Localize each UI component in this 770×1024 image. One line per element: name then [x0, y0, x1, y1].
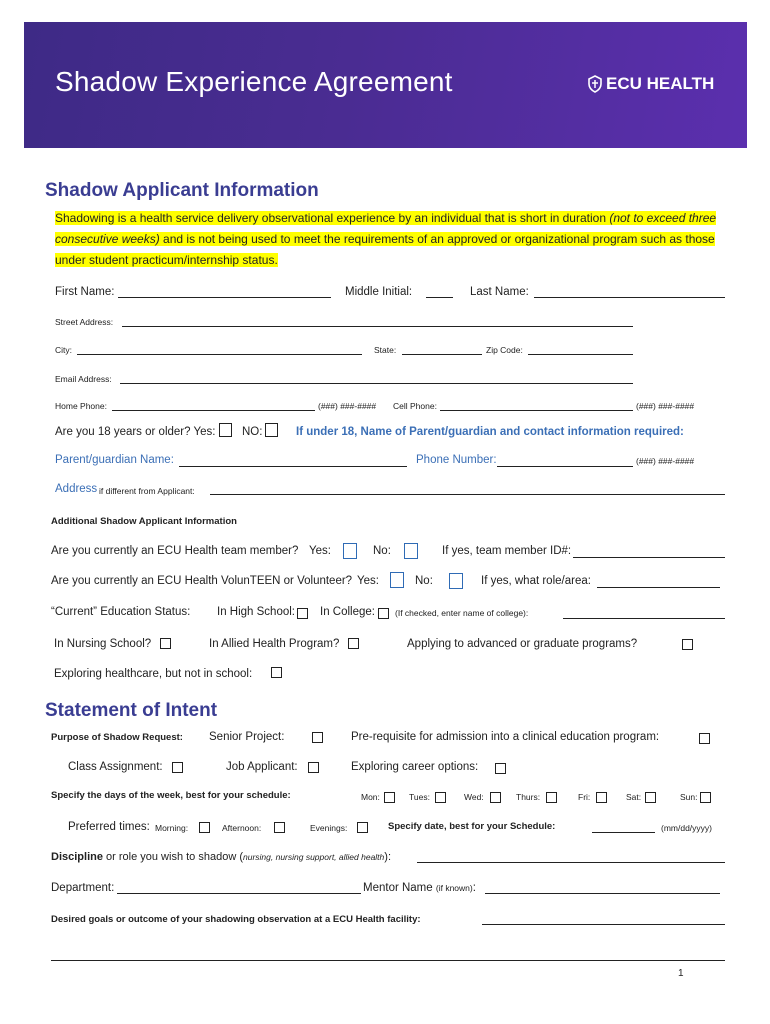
morning-checkbox[interactable] [199, 822, 210, 833]
team-member-no-label: No: [373, 545, 391, 557]
college-label: In College: [320, 606, 375, 618]
last-name-field[interactable] [534, 297, 725, 298]
specify-date-label: Specify date, best for your Schedule: [388, 821, 556, 832]
age-question: Are you 18 years or older? Yes: [55, 426, 216, 438]
address-field[interactable] [210, 494, 725, 495]
allied-checkbox[interactable] [348, 638, 359, 649]
volunteer-no-checkbox[interactable] [449, 573, 463, 589]
advanced-checkbox[interactable] [682, 639, 693, 650]
middle-initial-label: Middle Initial: [345, 286, 413, 298]
purpose-label: Purpose of Shadow Request [51, 732, 180, 743]
intro-paragraph [55, 208, 725, 271]
evenings-checkbox[interactable] [357, 822, 368, 833]
cell-phone-label: Cell Phone: [393, 401, 437, 411]
home-phone-label: Home Phone: [55, 401, 107, 411]
age-no-label: NO: [242, 426, 263, 438]
team-member-id-field[interactable] [573, 557, 725, 558]
goals-field-line2[interactable] [51, 960, 725, 961]
purpose-row: Purpose of Shadow Request: [51, 732, 183, 743]
allied-label: In Allied Health Program? [209, 638, 340, 650]
age-yes-checkbox[interactable] [219, 423, 232, 437]
team-member-yes-checkbox[interactable] [343, 543, 357, 559]
days-label: Specify the days of the week, best for your schedule: [51, 790, 291, 801]
department-field[interactable] [117, 893, 361, 894]
day-sun-label: Sun: [680, 792, 698, 802]
job-applicant-checkbox[interactable] [308, 762, 319, 773]
date-format-hint: (mm/dd/yyyy) [661, 823, 712, 833]
volunteer-yes-checkbox[interactable] [390, 572, 404, 588]
day-sat-label: Sat: [626, 792, 642, 802]
discipline-end: ): [384, 851, 392, 863]
page-title: Shadow Experience Agreement [55, 66, 453, 97]
volunteer-role-field[interactable] [597, 587, 720, 588]
department-label: Department: [51, 882, 115, 894]
section-heading-intent: Statement of Intent [45, 700, 218, 721]
job-applicant-label: Job Applicant: [226, 761, 298, 773]
cell-phone-field[interactable] [440, 410, 633, 411]
college-checkbox[interactable] [378, 608, 389, 619]
home-phone-format: (###) ###-#### [318, 401, 377, 411]
college-note: (If checked, enter name of college): [395, 608, 529, 618]
email-label: Email Address: [55, 374, 112, 384]
parent-name-field[interactable] [179, 466, 407, 467]
address-note: if different from Applicant: [99, 486, 195, 496]
under-18-notice: If under 18, Name of Parent/guardian and contact information required: [296, 426, 684, 438]
volunteer-role-label: If yes, what role/area: [481, 575, 591, 587]
exploring-checkbox[interactable] [271, 667, 282, 678]
exploring-label: Exploring healthcare, but not in school: [54, 668, 253, 680]
mentor-field[interactable] [485, 893, 720, 894]
senior-project-label: Senior Project: [209, 731, 285, 743]
mentor-label: Mentor Name [363, 882, 433, 894]
career-label: Exploring career options: [351, 761, 479, 773]
day-thurs-checkbox[interactable] [546, 792, 557, 803]
section-heading-applicant: Shadow Applicant Information [45, 180, 319, 201]
zip-label: Zip Code: [486, 345, 523, 355]
goals-label: Desired goals or outcome of your shadowing observation at a ECU Health facility: [51, 914, 421, 925]
ecu-health-logo [587, 74, 714, 94]
college-name-field[interactable] [563, 618, 725, 619]
team-member-yes-label: Yes: [309, 545, 331, 557]
specify-date-field[interactable] [592, 832, 655, 833]
day-fri-checkbox[interactable] [596, 792, 607, 803]
logo-text: ECU HEALTH [606, 74, 715, 93]
team-member-id-label: If yes, team member ID#: [442, 545, 572, 557]
intro-text-b: (not to exceed three consecutive weeks) [55, 211, 717, 246]
middle-initial-field[interactable] [426, 297, 453, 298]
mentor-row: Mentor Name (if known): [363, 882, 476, 894]
team-member-no-checkbox[interactable] [404, 543, 418, 559]
class-assignment-label: Class Assignment: [68, 761, 163, 773]
discipline-field[interactable] [417, 862, 725, 863]
morning-label: Morning: [155, 823, 189, 833]
state-label: State: [374, 345, 397, 355]
city-label: City: [55, 345, 72, 355]
zip-field[interactable] [528, 354, 633, 355]
evenings-label: Evenings: [310, 823, 348, 833]
day-wed-checkbox[interactable] [490, 792, 501, 803]
education-label: “Current” Education Status: [51, 606, 191, 618]
additional-heading: Additional Shadow Applicant Information [51, 516, 237, 527]
first-name-field[interactable] [118, 297, 331, 298]
volunteer-no-label: No: [415, 575, 433, 587]
preferred-times-label: Preferred times: [68, 821, 150, 833]
home-phone-field[interactable] [112, 410, 315, 411]
career-checkbox[interactable] [495, 763, 506, 774]
volunteer-question: Are you currently an ECU Health VolunTEEN or Volunteer? [51, 575, 353, 587]
prereq-label: Pre-requisite for admission into a clinical education program: [351, 731, 660, 743]
day-tues-checkbox[interactable] [435, 792, 446, 803]
day-wed-label: Wed: [464, 792, 484, 802]
nursing-checkbox[interactable] [160, 638, 171, 649]
header-banner [24, 22, 747, 148]
team-member-question: Are you currently an ECU Health team member? [51, 545, 299, 557]
class-assignment-checkbox[interactable] [172, 762, 183, 773]
parent-phone-field[interactable] [497, 466, 633, 467]
street-label: Street Address: [55, 317, 114, 327]
volunteer-yes-label: Yes: [357, 575, 379, 587]
day-thurs-label: Thurs: [516, 792, 541, 802]
day-mon-label: Mon: [361, 792, 380, 802]
prereq-checkbox[interactable] [699, 733, 710, 744]
intro-text-c: and is not being used to meet the requirements of an approved or organizational program such as those under student practicum/internship status. [55, 232, 715, 267]
advanced-label: Applying to advanced or graduate programs? [407, 638, 638, 650]
first-name-label: First Name: [55, 286, 115, 298]
discipline-row [51, 851, 391, 863]
day-sat-checkbox[interactable] [645, 792, 656, 803]
address-label: Address [55, 483, 98, 495]
day-tues-label: Tues: [409, 792, 430, 802]
email-field[interactable] [120, 383, 633, 384]
high-school-checkbox[interactable] [297, 608, 308, 619]
shield-icon [587, 75, 603, 93]
high-school-label: In High School: [217, 606, 295, 618]
state-field[interactable] [402, 354, 482, 355]
mentor-note: (if known) [435, 883, 473, 893]
discipline-label: Discipline [51, 851, 103, 863]
nursing-label: In Nursing School? [54, 638, 152, 650]
parent-phone-format: (###) ###-#### [636, 456, 695, 466]
parent-name-label: Parent/guardian Name: [55, 454, 174, 466]
age-no-checkbox[interactable] [265, 423, 278, 437]
senior-project-checkbox[interactable] [312, 732, 323, 743]
discipline-note: nursing, nursing support, allied health [242, 852, 385, 862]
last-name-label: Last Name: [470, 286, 529, 298]
afternoon-checkbox[interactable] [274, 822, 285, 833]
goals-field[interactable] [482, 924, 725, 925]
afternoon-label: Afternoon: [222, 823, 262, 833]
page-number: 1 [678, 968, 684, 979]
intro-text-a: Shadowing is a health service delivery observational experience by an individual that is short in duration [55, 211, 610, 225]
day-fri-label: Fri: [578, 792, 591, 802]
street-field[interactable] [122, 326, 633, 327]
city-field[interactable] [77, 354, 362, 355]
cell-phone-format: (###) ###-#### [636, 401, 695, 411]
discipline-rest: or role you wish to shadow ( [102, 851, 243, 863]
day-mon-checkbox[interactable] [384, 792, 395, 803]
parent-phone-label: Phone Number: [416, 454, 497, 466]
day-sun-checkbox[interactable] [700, 792, 711, 803]
